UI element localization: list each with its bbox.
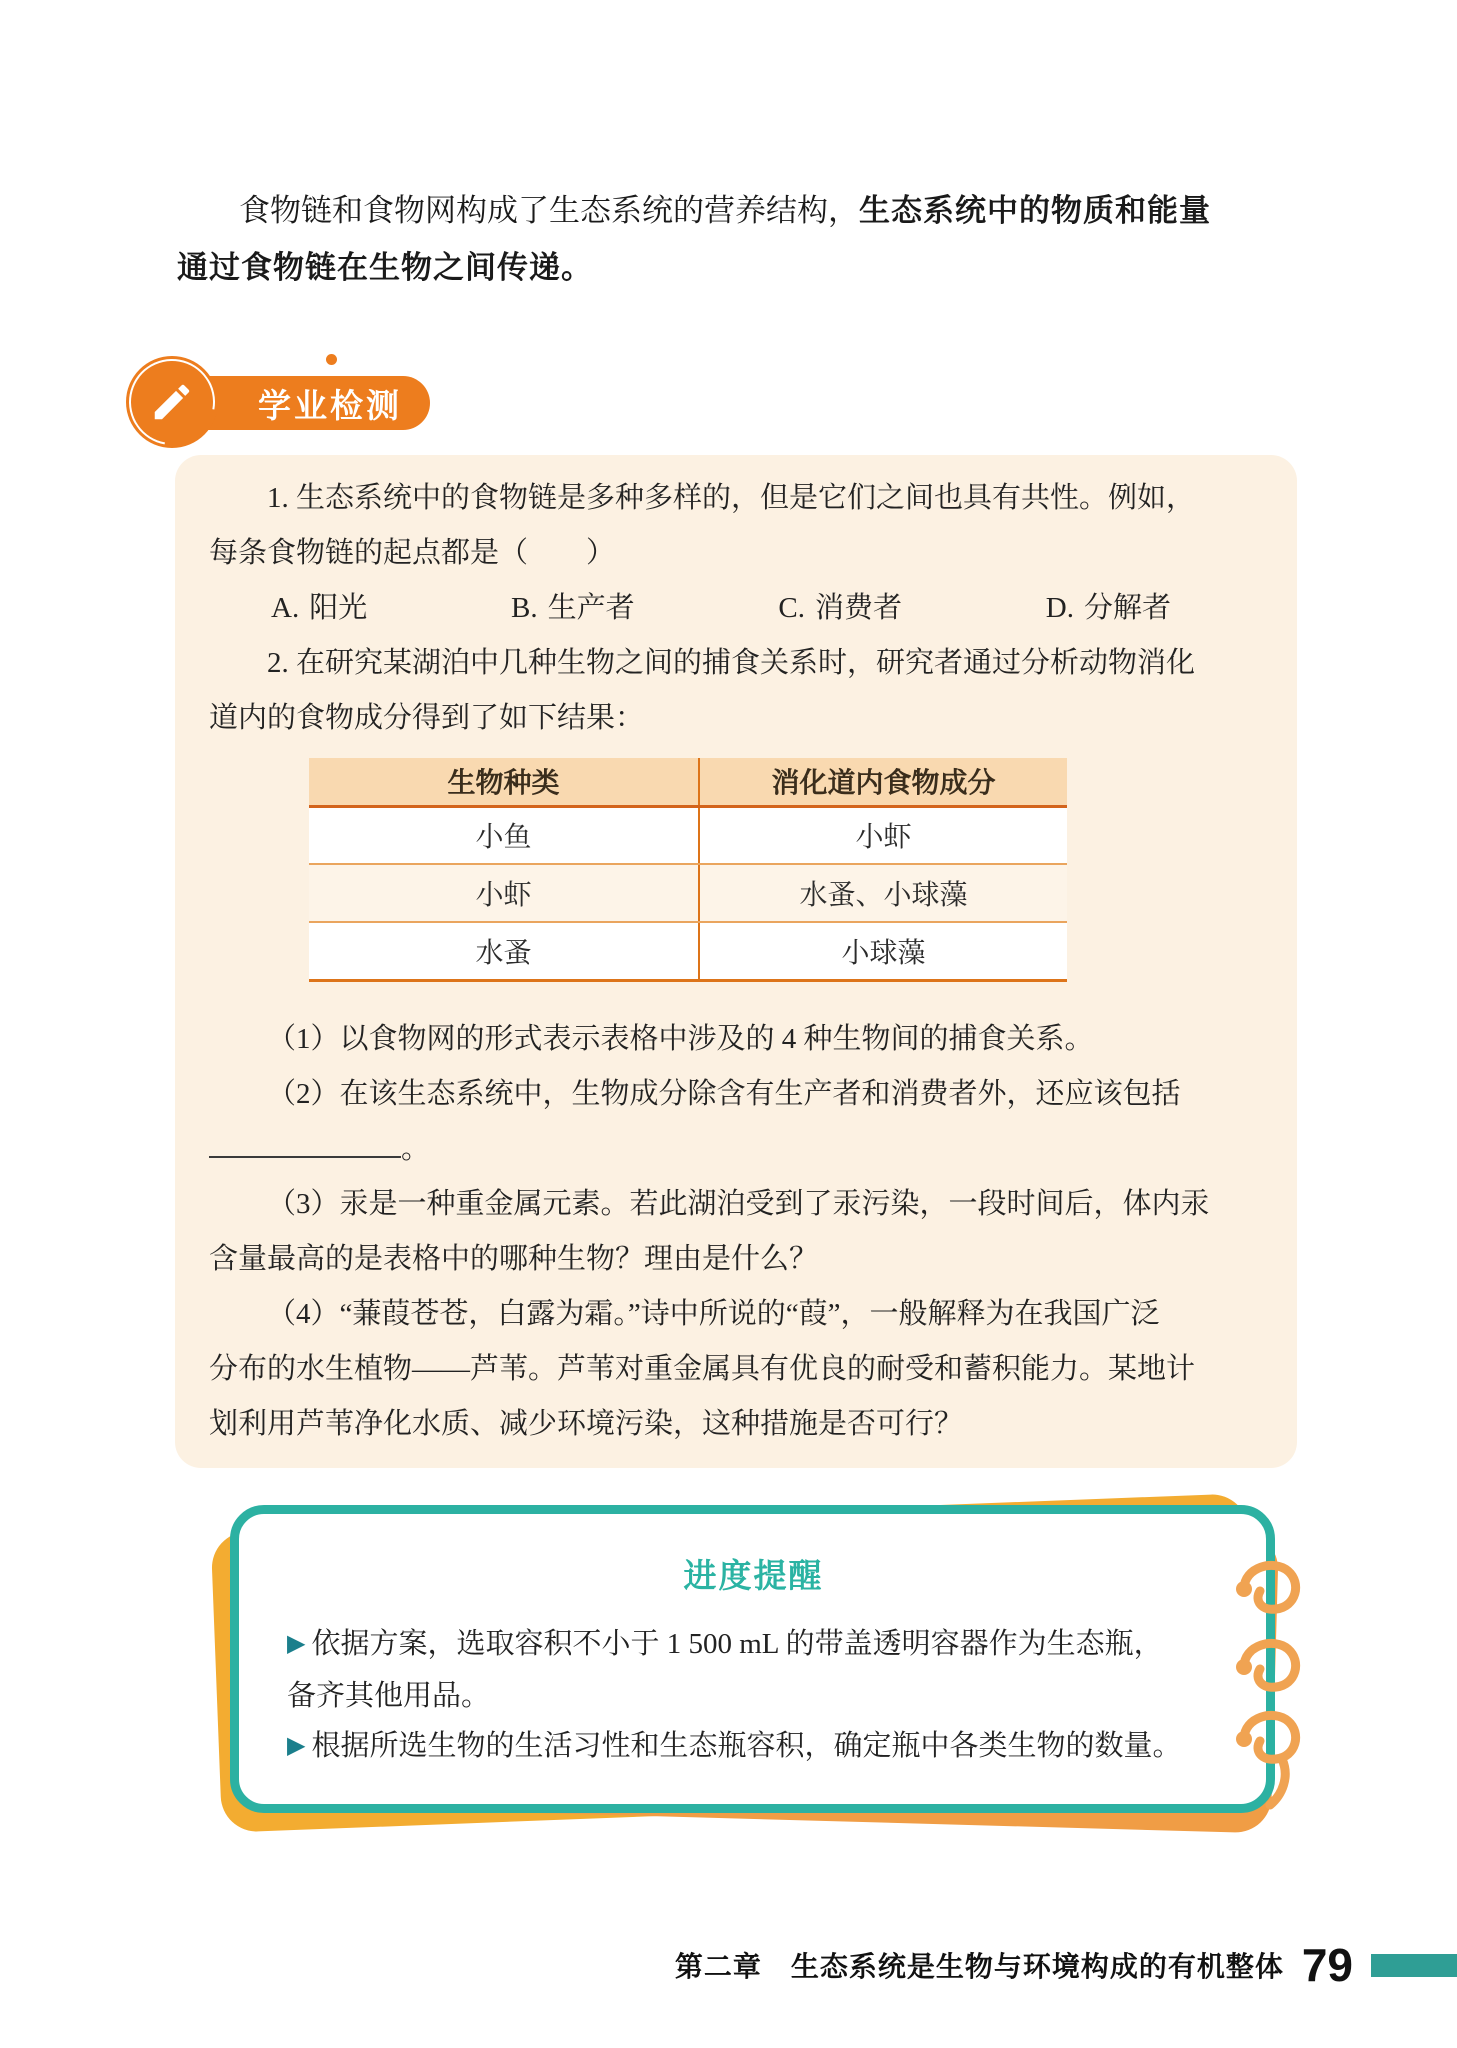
option-b [511, 581, 635, 636]
table-row [309, 864, 1067, 922]
quiz-panel [175, 455, 1297, 1468]
table-cell: 小虾 [699, 806, 1067, 864]
sub-question-4-line-2: 分布的水生植物——芦苇。芦苇对重金属具有优良的耐受和蓄积能力。某地计 [209, 1352, 1196, 1385]
question-2-line-1: 2. 在研究某湖泊中几种生物之间的捕食关系时，研究者通过分析动物消化 [267, 647, 1196, 679]
reminder-item-1-text: 依据方案，选取容积不小于 1 500 mL 的带盖透明容器作为生态瓶， [311, 1628, 1163, 1660]
reminder-item-1-line-2: 备齐其他用品。 [287, 1680, 491, 1712]
question-1-line-2: 每条食物链的起点都是（ ） [209, 537, 616, 569]
sub-question-4-line-1: （4）“蒹葭苍苍，白露为霜。”诗中所说的“葭”，一般解释为在我国广泛 [267, 1297, 1160, 1330]
section-badge-pill [182, 376, 430, 430]
intro-text-normal: 食物链和食物网构成了生态系统的营养结构， [239, 193, 859, 228]
intro-line-1 [177, 182, 1257, 239]
table-header-row [309, 758, 1067, 806]
section-badge [120, 350, 450, 462]
option-a [271, 581, 367, 636]
reminder-item-2-line-1 [287, 1721, 1220, 1773]
sketch-ring-decoration [112, 342, 232, 462]
footer-chapter-title: 第二章 生态系统是生物与环境构成的有机整体 [674, 1951, 1284, 1982]
question-1-line-1: 1. 生态系统中的食物链是多种多样的，但是它们之间也具有共性。例如， [267, 482, 1196, 514]
option-c [778, 581, 902, 636]
table-row [309, 922, 1067, 980]
section-badge-label: 学业检测 [258, 386, 402, 424]
sub-question-4-line-3: 划利用芦苇净化水质、减少环境污染，这种措施是否可行？ [209, 1407, 964, 1440]
triangle-bullet-icon: ▶ [287, 1631, 306, 1657]
table-cell: 小鱼 [309, 806, 699, 864]
question-2-line-2: 道内的食物成分得到了如下结果： [209, 702, 645, 734]
option-d-label: 分解者 [1083, 592, 1171, 624]
table-cell: 小虾 [309, 864, 699, 922]
intro-line-2 [177, 239, 1257, 296]
page-footer [0, 1939, 1457, 1991]
options-row [271, 581, 1171, 636]
option-c-key: C. [778, 592, 805, 624]
reminder-item-1-line-1 [287, 1619, 1220, 1671]
progress-reminder [230, 1505, 1275, 1813]
table-header-cell-food: 消化道内食物成分 [699, 758, 1067, 806]
sub-question-1: （1）以食物网的形式表示表格中涉及的 4 种生物间的捕食关系。 [267, 1022, 1094, 1055]
answer-blank-row [209, 1122, 1267, 1177]
table-cell: 水蚤、小球藻 [699, 864, 1067, 922]
reminder-item-1 [287, 1619, 1220, 1721]
table-header-cell-species: 生物种类 [309, 758, 699, 806]
option-b-label: 生产者 [547, 592, 635, 624]
reminder-title: 进度提醒 [683, 1557, 824, 1594]
table-cell: 小球藻 [699, 922, 1067, 980]
option-d [1046, 581, 1171, 636]
spacer [209, 998, 1267, 1012]
answer-blank-line [209, 1124, 401, 1158]
option-d-key: D. [1045, 592, 1074, 624]
pencil-badge-circle [126, 356, 218, 448]
option-b-key: B. [511, 592, 538, 624]
sub-question-2: （2）在该生态系统中，生物成分除含有生产者和消费者外，还应该包括 [267, 1077, 1181, 1110]
footer-page-number: 79 [1301, 1939, 1353, 1991]
sub-question-3-line-2: 含量最高的是表格中的哪种生物？理由是什么？ [209, 1242, 819, 1275]
progress-reminder-box [230, 1505, 1275, 1813]
reminder-item-2 [287, 1721, 1220, 1773]
blank-suffix-period: 。 [401, 1132, 431, 1165]
sub-question-3-line-1: （3）汞是一种重金属元素。若此湖泊受到了汞污染，一段时间后，体内汞 [267, 1187, 1210, 1220]
footer-accent-bar [1371, 1954, 1457, 1977]
reminder-list [287, 1619, 1220, 1773]
option-a-key: A. [271, 592, 300, 624]
intro-text-bold: 生态系统中的物质和能量 [859, 193, 1211, 228]
option-c-label: 消费者 [814, 592, 902, 624]
table-body [309, 806, 1067, 980]
table-cell: 水蚤 [309, 922, 699, 980]
badge-dot-decoration [326, 354, 337, 365]
triangle-bullet-icon: ▶ [287, 1733, 306, 1759]
food-composition-table [309, 758, 1067, 982]
intro-paragraph [177, 182, 1257, 296]
option-a-label: 阳光 [309, 592, 368, 624]
reminder-item-2-text: 根据所选生物的生活习性和生态瓶容积，确定瓶中各类生物的数量。 [311, 1730, 1182, 1762]
intro-text-bold-2: 通过食物链在生物之间传递。 [177, 250, 593, 285]
binder-rings-decoration [1230, 1553, 1320, 1813]
table-row [309, 806, 1067, 864]
table-head [309, 758, 1067, 806]
